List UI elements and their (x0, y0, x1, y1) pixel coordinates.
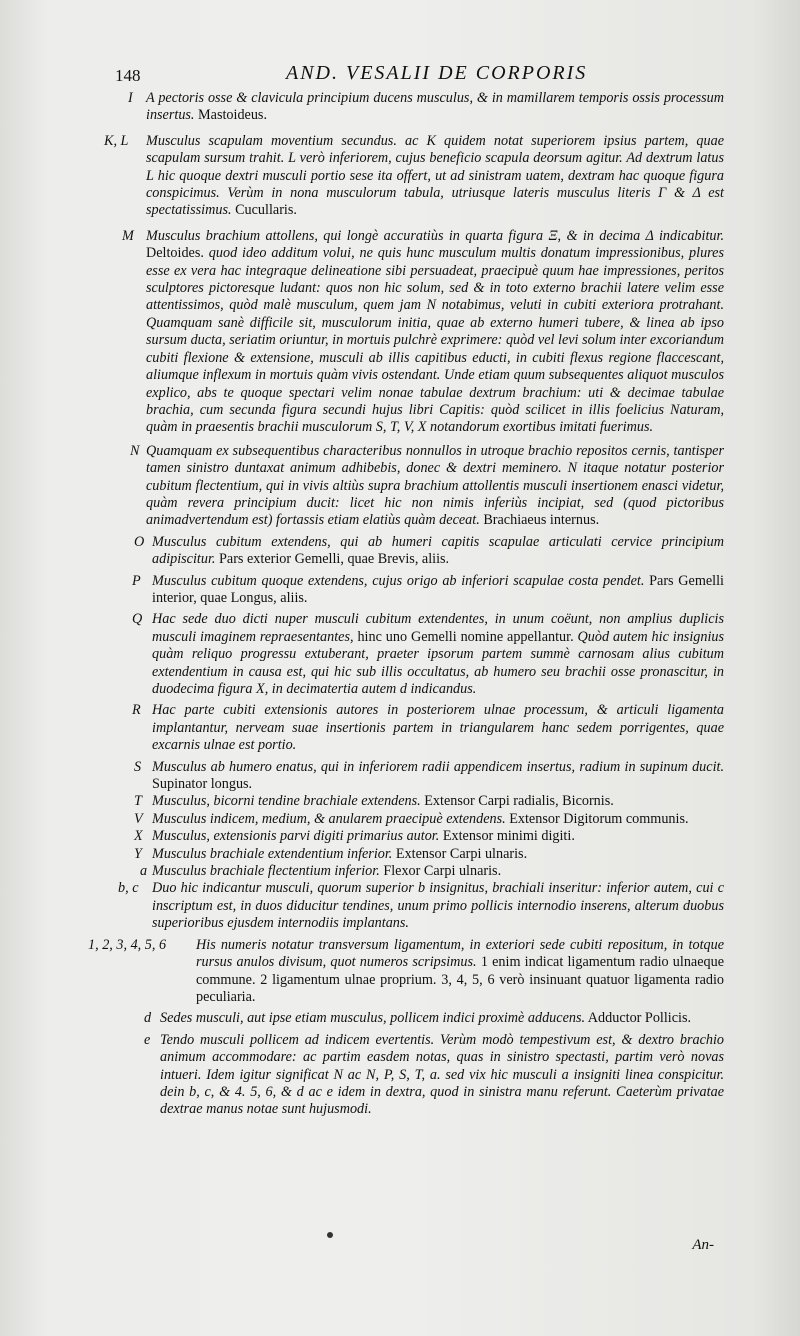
entry-text: Duo hic indicantur musculi, quorum superior b insignitus, brachiali inseritur: inferior autem, cui c inscriptum est, in duos diducitur tendines, unum primo pollicis internodio inserens, alterum duobus superioribus ejusdem internodiis implantans. (152, 880, 724, 932)
entry-key: a (140, 863, 148, 880)
entry-text: Sedes musculi, aut ipse etiam musculus, pollicem indici proximè adducens. Adductor Pollicis. (160, 1010, 692, 1027)
legend-entry-k-l (0, 133, 800, 220)
entry-key: R (132, 702, 141, 719)
legend-entry-numbers (0, 937, 800, 1007)
entry-text: Musculus scapulam moventium secundus. ac K quidem notat superiorem ipsius partem, quae scapulam sursum trahit. L verò inferiorem, cujus beneficio scapula deorsum agitur. Ad dextrum latus L hic quoque dextri musculi portio sese ita offert, ut ad sinistram uatem, dextram hac quoque figura conspicimus. Verùm in nona musculorum tabula, utriusque lateris musculus literis Γ & Δ est spectatissimus. Cucullaris. (146, 132, 724, 219)
entry-text: Musculus brachiale flectentium inferior. Flexor Carpi ulnaris. (152, 863, 502, 880)
entry-text: His numeris notatur transversum ligamentum, in exteriori sede cubiti repositum, in totque rursus anulos divisum, quot numeros scripsimus. 1 enim indicat ligamentum radio ulnaeque commune. 2 ligamentum ulnae proprium. 3, 4, 5, 6 verò insinuant quatuor ligamenta radio peculiaria. (196, 936, 725, 1005)
entry-text: Hac sede duo dicti nuper musculi cubitum extendentes, in unum coëunt, non amplius duplicis musculi imaginem repraesentantes, hinc uno Gemelli nomine appellantur. Quòd autem hic insignius quàm reliquo progressu extuberant, praeter ipsorum partem summè carnosam alius cubitum extendentium in causa est, qui hic sub illis occultatus, ab humero seu brachii osse pronascitur, in duodecima figura X, in decimatertia autem d indicandus. (152, 611, 725, 697)
legend-entry-e (0, 1032, 800, 1119)
entry-text: Tendo musculi pollicem ad indicem evertentis. Verùm modò tempestivum est, & dextro brachio animum accommodare: ac partim easdem notas, quas in sinistro spectasti, partim verò novas intueri. Idem igitur significat N ac N, P, S, T, a. sed vix hic musculi a insigniti linea conspicitur. dein b, c, & 4. 5, 6, & d ac e idem in dextra, quod in sinistra manu referunt. Caeterùm privatae dextrae manus notae sunt hujusmodi. (160, 1031, 724, 1118)
entry-text: Musculus brachiale extendentium inferior. Extensor Carpi ulnaris. (152, 845, 528, 862)
legend-entry-p (0, 573, 800, 608)
legend-entry-b-c (0, 880, 800, 932)
entry-key: P (132, 572, 141, 589)
entry-key: Q (132, 611, 143, 628)
legend-entry-m (0, 228, 800, 437)
entry-text: A pectoris osse & clavicula principium ducens musculus, & in mamillarem temporis ossis processum insertus. Mastoideus. (146, 90, 724, 124)
entry-text: Musculus cubitum quoque extendens, cujus origo ab inferiori scapulae costa pendet. Pars Gemelli interior, quae Longus, aliis. (152, 572, 724, 606)
legend-entry-y (0, 846, 800, 863)
entry-key: d (144, 1010, 152, 1027)
entry-key: M (122, 227, 134, 244)
entry-key: K, L (104, 132, 129, 149)
legend-entry-d (0, 1010, 800, 1027)
entry-text: Musculus indicem, medium, & anularem praecipuè extendens. Extensor Digitorum communis. (152, 810, 689, 827)
entry-key: S (134, 758, 142, 775)
legend-entry-v (0, 811, 800, 828)
legend-entry-t (0, 793, 800, 810)
entry-key: Y (134, 845, 142, 862)
entry-key: X (134, 828, 143, 845)
entry-key: T (134, 793, 142, 810)
legend-entry-a (0, 863, 800, 880)
entry-key: I (128, 90, 133, 106)
entry-text: Musculus, extensionis parvi digiti primarius autor. Extensor minimi digiti. (152, 828, 575, 845)
catchword: An- (692, 1237, 714, 1253)
entry-text: Musculus ab humero enatus, qui in inferiorem radii appendicem insertus, radium in supinum ducit. Supinator longus. (152, 758, 724, 793)
entry-key: N (130, 442, 140, 459)
page-header (0, 62, 800, 88)
legend-entry-i (0, 90, 800, 125)
legend-entry-o (0, 534, 800, 569)
legend-entry-n (0, 443, 800, 530)
legend-entry-r (0, 702, 800, 754)
legend-entry-x (0, 828, 800, 845)
page-dot-mark (327, 1232, 333, 1238)
legend-entry-q (0, 611, 800, 698)
entry-key: b, c (118, 880, 139, 897)
entry-text: Musculus cubitum extendens, qui ab humeri capitis scapulae articulati cervice principium adipiscitur. Pars exterior Gemelli, quae Brevis, aliis. (152, 533, 724, 568)
page-number: 148 (115, 66, 141, 85)
entry-key: V (134, 810, 143, 827)
legend-body (0, 90, 800, 1118)
legend-entry-s (0, 759, 800, 794)
entry-key: 1, 2, 3, 4, 5, 6 (88, 936, 167, 953)
running-title: AND. VESALII DE CORPORIS (286, 62, 588, 84)
entry-text: Quamquam ex subsequentibus characteribus nonnullos in utroque brachio repositos cernis, tantisper tamen sinistro duntaxat animum adhibebis, donec & dextri meminero. N itaque notatur posterior cubitum flectentium, qui in vivis altiùs supra brachium attollentis musculi insertionem enasci videtur, quàm revera principium ducit: licet hic non nimis inferiùs incipiat, sed (quod pictoribus animadvertendum est) fortassis etiam elatiùs quàm deceat. Brachiaeus internus. (146, 442, 724, 529)
entry-text: Musculus brachium attollens, qui longè accuratiùs in quarta figura Ξ, & in decima Δ indicabitur. Deltoides. quod ideo additum volui, ne quis hunc musculum multis donatum impressionibus, plures esse ex vera hac integraque delineatione sibi persuadeat, praecipuè quum hae impressiones, peritos sculptores pictoresque ludant: quos non hic solum, sed & in toto externo brachii latere velim esse attentissimos, quòd malè musculum, quem jam N notabimus, veluti in cubiti exteriora protrahant. Quamquam sanè difficile sit, musculorum initia, quae ab externo humeri tubere, & linea ab ipso sursum ducta, seriatim oriuntur, in mortuis pulchrè exprimere: quòd vel levi solum inter excoriandum cubiti flexione & extensione, musculi ab illis capitibus educti, in cubiti flexus regione flaccescant, aliumque inflexum in mortuis quàm vivis ostendant. Unde etiam quum subsequentes aliquot musculos explico, abs te quoque spectari velim nonae tabulae dextrum brachium: uti & decimae tabulae brachia, cum secunda figura secundi hujus libri Capitis: quòd scilicet in illis foelicius Naturam, quàm in praesentis brachii musculorum S, T, V, X notandorum exortibus imitati fuerimus. (146, 227, 724, 436)
entry-text: Musculus, bicorni tendine brachiale extendens. Extensor Carpi radialis, Bicornis. (152, 793, 614, 810)
entry-text: Hac parte cubiti extensionis autores in posteriorem ulnae processum, & articuli ligamenta implantantur, nerveam suae insertionis partem in triangularem hanc sedem porrigentes, quae excarnis ulnae est portio. (152, 702, 724, 754)
entry-key: O (134, 533, 145, 550)
entry-key: e (144, 1031, 151, 1048)
